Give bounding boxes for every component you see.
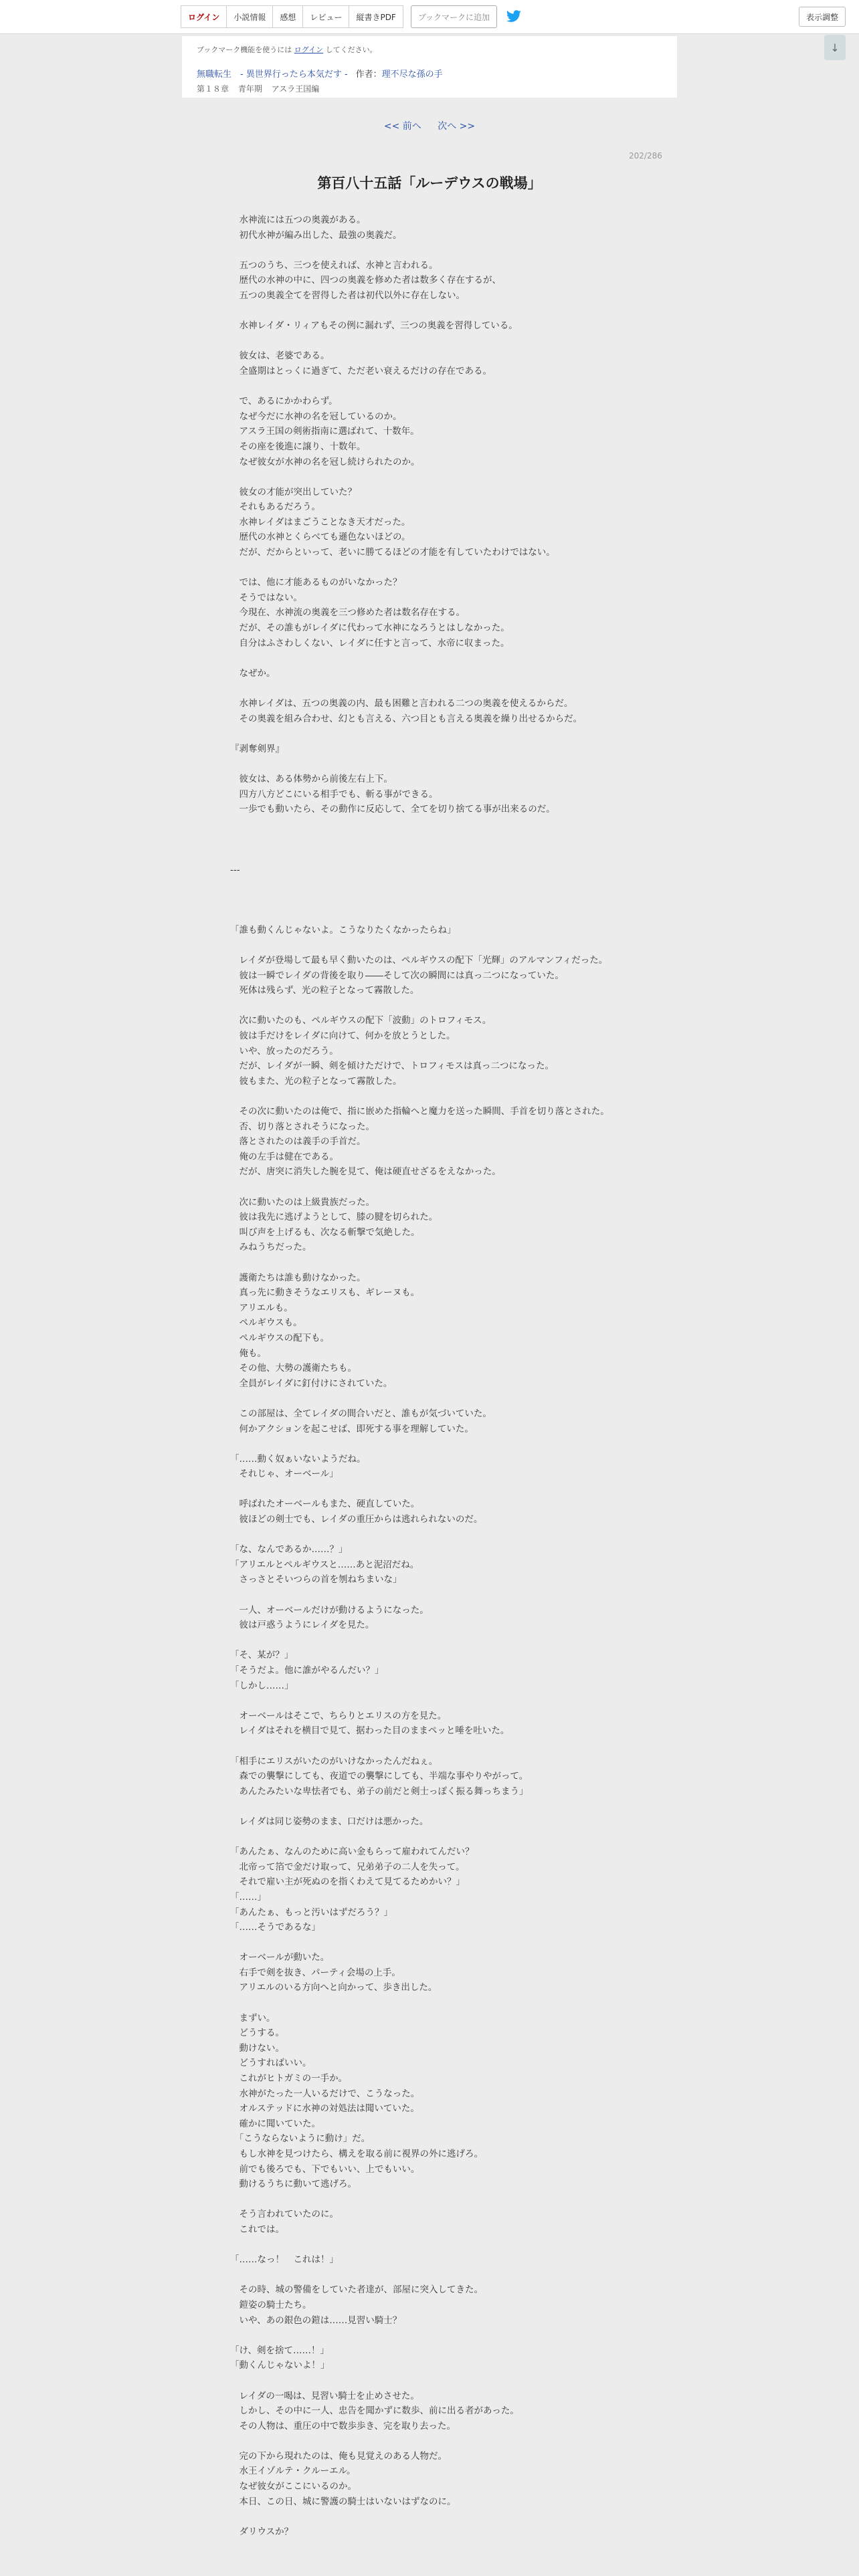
novel-line xyxy=(230,1089,632,1104)
novel-line xyxy=(230,847,632,863)
novel-line: アスラ王国の剣術指南に選ばれて、十数年。 xyxy=(230,426,419,437)
novel-line xyxy=(230,243,632,258)
novel-line: 歴代の水神の中に、四つの奥義を修めた者は数多く存在するが、 xyxy=(230,275,501,286)
novel-line: 歴代の水神とくらべても遜色ないほどの。 xyxy=(230,532,411,543)
novel-line xyxy=(230,681,632,696)
novel-line xyxy=(230,1693,632,1709)
novel-line: 水神レイダはまごうことなき天才だった。 xyxy=(230,516,411,528)
novel-line: 「そ、某が？」 xyxy=(230,1650,294,1661)
episode-title: 第百八十五話「ルーデウスの戦場」 xyxy=(317,175,542,191)
novel-line: 鎧姿の騎士たち。 xyxy=(230,2299,312,2311)
novel-line: 四方八方どこにいる相手でも、斬る事ができる。 xyxy=(230,788,438,800)
novel-line: ダリウスか？ xyxy=(230,2526,294,2537)
novel-line: アリエルも。 xyxy=(230,1302,293,1313)
novel-line: 完の下から現れたのは、俺も見覚えのある人物だ。 xyxy=(230,2450,447,2462)
novel-line: 全盛期はとっくに過ぎて、ただ老い衰えるだけの存在である。 xyxy=(230,365,492,377)
novel-line: では、他に才能あるものがいなかった？ xyxy=(230,577,402,588)
author-link[interactable]: 理不尽な孫の手 xyxy=(381,70,443,80)
chapter-line xyxy=(197,83,326,94)
notice-text-end: してください。 xyxy=(323,45,377,54)
novel-line xyxy=(230,1527,632,1543)
novel-line: レイダの一喝は、見習い騎士を止めさせた。 xyxy=(230,2390,419,2401)
novel-line: レイダはそれを横目で見て、据わった目のままペッと唾を吐いた。 xyxy=(230,1725,510,1737)
work-line xyxy=(197,67,443,80)
novel-line xyxy=(230,938,632,954)
novel-line: 彼は我先に逃げようとして、膝の腱を切られた。 xyxy=(230,1212,438,1223)
novel-line xyxy=(230,1482,632,1497)
novel-line: 次に動いたのも、ペルギウスの配下「波動」のトロフィモス。 xyxy=(230,1015,492,1027)
notice-login-link[interactable]: ログイン xyxy=(294,45,324,54)
novel-line: 彼は戸惑うようにレイダを見た。 xyxy=(230,1620,375,1631)
novel-line: 叫び声を上げるも、次なる斬撃で気絶した。 xyxy=(230,1226,420,1238)
novel-line xyxy=(230,1799,632,1814)
novel-line xyxy=(230,907,632,923)
prev-episode-link[interactable]: << 前へ xyxy=(383,121,421,132)
novel-line: 死体は残らず、光の粒子となって霧散した。 xyxy=(230,985,419,996)
novel-line xyxy=(230,304,632,319)
novel-line: 彼は手だけをレイダに向けて、何かを放とうとした。 xyxy=(230,1031,456,1042)
novel-line: 「誰も動くんじゃないよ。こうなりたくなかったらね」 xyxy=(230,924,456,936)
novel-line: 水神レイダは、五つの奥義の内、最も困難と言われる二つの奥義を使えるからだ。 xyxy=(230,698,573,709)
novel-line: だが、その誰もがレイダに代わって水神になろうとはしなかった。 xyxy=(230,623,510,634)
novel-line xyxy=(230,2192,632,2208)
novel-line: 彼女は、老婆である。 xyxy=(230,350,330,362)
novel-line: 水神流には五つの奥義がある。 xyxy=(230,215,366,225)
novel-line: 動けない。 xyxy=(230,2042,284,2054)
novel-body xyxy=(230,213,632,2539)
novel-line: オーベールはそこで、ちらりとエリスの方を見た。 xyxy=(230,1710,447,1721)
novel-line: なぜ彼女がここにいるのか。 xyxy=(230,2481,357,2492)
novel-line: 初代水神が編み出した、最強の奥義だ。 xyxy=(230,229,402,241)
novel-line xyxy=(230,817,632,833)
novel-line: 自分はふさわしくない、レイダに任すと言って、水帝に収まった。 xyxy=(230,637,510,649)
novel-line: 護衛たちは誰も動けなかった。 xyxy=(230,1272,366,1283)
novel-line: --- xyxy=(230,864,240,875)
novel-line: レイダは同じ姿勢のまま、口だけは悪かった。 xyxy=(230,1816,429,1827)
novel-line xyxy=(230,998,632,1014)
novel-line: それもあるだろう。 xyxy=(230,502,320,513)
novel-line: 彼もまた、光の粒子となって霧散した。 xyxy=(230,1075,402,1087)
twitter-bird-icon[interactable] xyxy=(506,10,522,23)
novel-line: どうする。 xyxy=(230,2028,284,2039)
novel-line xyxy=(230,2434,632,2449)
novel-line: 「……なっ！ これは！」 xyxy=(230,2254,339,2266)
novel-line xyxy=(230,334,632,349)
notice-text: ブックマーク機能を使うには xyxy=(197,45,294,54)
novel-line: もし水神を見つけたら、構えを取る前に視界の外に逃げろ。 xyxy=(230,2149,483,2159)
vertical-pdf-link[interactable]: 縦書きPDF xyxy=(349,5,403,28)
novel-line xyxy=(230,832,632,847)
novel-line: そう言われていたのに。 xyxy=(230,2209,339,2220)
novel-line xyxy=(230,2328,632,2343)
novel-line: 「こうならないように動け」だ。 xyxy=(230,2133,371,2145)
novel-line xyxy=(230,877,632,893)
next-episode-link[interactable]: 次へ >> xyxy=(438,121,476,132)
novel-line: アリエルのいる方向へと向かって、歩き出した。 xyxy=(230,1982,438,1994)
novel-line: いや、放ったのだろう。 xyxy=(230,1045,339,1057)
novel-line: 「……そうであるな」 xyxy=(230,1922,320,1933)
novel-line: 「相手にエリスがいたのがいけなかったんだねぇ。 xyxy=(230,1755,438,1767)
novel-line: この部屋は、全てレイダの間合いだと、誰もが気づいていた。 xyxy=(230,1408,492,1419)
chapter-label: 第１８章 xyxy=(197,84,229,94)
novel-line xyxy=(230,1588,632,1603)
novel-line xyxy=(230,1830,632,1845)
novel-line: これでは。 xyxy=(230,2224,284,2235)
novel-line xyxy=(230,756,632,772)
novel-line: その時、城の警備をしていた者達が、部屋に突入してきた。 xyxy=(230,2284,483,2296)
work-title-link[interactable]: 無職転生 - 異世界行ったら本気だす - xyxy=(197,70,348,80)
novel-line: 「あんたぁ、なんのために高い金もらって雇われてんだい？ xyxy=(230,1846,474,1858)
novel-line: 否、切り落とされそうになった。 xyxy=(230,1121,375,1132)
novel-line: それで雇い主が死ぬのを指くわえて見てるためかい？」 xyxy=(230,1876,465,1888)
novel-line: しかし、その中に一人、忠告を聞かずに数歩、前に出る者があった。 xyxy=(230,2405,519,2417)
novel-line: どうすればいい。 xyxy=(230,2058,312,2069)
novel-line: いや、あの銀色の鎧は……見習い騎士？ xyxy=(230,2315,402,2326)
novel-line: 今現在、水神流の奥義を三つ修めた者は数名存在する。 xyxy=(230,607,465,619)
novel-line: 森での襲撃にしても、夜道での襲撃にしても、半端な事やりやがって。 xyxy=(230,1771,529,1782)
novel-line: 水王イゾルテ・クルーエル。 xyxy=(230,2466,356,2477)
novel-line: 「あんたぁ、もっと汚いはずだろう？」 xyxy=(230,1907,393,1918)
novel-line: 「け、剣を捨て……！」 xyxy=(230,2345,329,2356)
novel-line: 五つの奥義全てを習得した者は初代以外に存在しない。 xyxy=(230,290,465,301)
impressions-link[interactable]: 感想 xyxy=(272,5,303,28)
novel-line: 何かアクションを起こせば、即死する事を理解していた。 xyxy=(230,1423,474,1434)
novel-line xyxy=(230,1255,632,1271)
novel-line: 「……」 xyxy=(230,1891,266,1903)
novel-line: 本日、この日、城に警護の騎士はいないはずなのに。 xyxy=(230,2496,456,2507)
novel-line xyxy=(230,1180,632,1195)
novel-line: 真っ先に動きそうなエリスも、ギレーヌも。 xyxy=(230,1287,420,1299)
novel-line xyxy=(230,2373,632,2389)
novel-line xyxy=(230,1436,632,1452)
novel-line: その次に動いたのは俺で、指に嵌めた指輪へと魔力を送った瞬間、手首を切り落とされた。 xyxy=(230,1106,609,1117)
novel-line: その人物は、重圧の中で数歩歩き、完を取り去った。 xyxy=(230,2420,456,2432)
novel-line: 「……動く奴ぁいないようだね。 xyxy=(230,1453,366,1465)
novel-line xyxy=(230,726,632,742)
novel-line: それじゃ、オーベール」 xyxy=(230,1469,339,1480)
author-label: 作者： xyxy=(355,70,382,80)
top-navigation-bar xyxy=(0,0,859,34)
novel-line: レイダが登場して最も早く動いたのは、ペルギウスの配下「光輝」のアルマンフィだった。 xyxy=(230,955,608,966)
novel-line: 俺の左手は健在である。 xyxy=(230,1151,339,1162)
episode-pager xyxy=(0,119,859,132)
novel-line xyxy=(230,469,632,485)
novel-line: ペルギウスも。 xyxy=(230,1317,302,1329)
novel-line: 右手で剣を抜き、パーティ会場の上手。 xyxy=(230,1967,401,1978)
novel-info-box xyxy=(182,36,677,98)
scroll-down-button[interactable]: ↓ xyxy=(824,35,846,60)
novel-line: 彼女は、ある体勢から前後左右上下。 xyxy=(230,773,393,784)
add-bookmark-button[interactable]: ブックマークに追加 xyxy=(411,5,497,28)
novel-line: そうではない。 xyxy=(230,592,302,603)
novel-line xyxy=(230,2509,632,2525)
novel-line: なぜ彼女が水神の名を冠し続けられたのか。 xyxy=(230,456,420,467)
novel-line xyxy=(230,1391,632,1406)
arc-label: アスラ王国編 xyxy=(271,84,320,94)
novel-line: 「アリエルとペルギウスと……あと泥沼だね。 xyxy=(230,1559,419,1570)
novel-line: 北帝って箔で金だけ取って、兄弟弟子の二人を失って。 xyxy=(230,1861,465,1872)
novel-line: その奥義を組み合わせ、幻とも言える、六つ目とも言える奥義を繰り出せるからだ。 xyxy=(230,713,583,724)
novel-line: だが、だからといって、老いに勝てるほどの才能を有していたわけではない。 xyxy=(230,547,555,558)
novel-line: 一歩でも動いたら、その動作に反応して、全てを切り捨てる事が出来るのだ。 xyxy=(230,804,555,815)
novel-line: 『剥奪剣界』 xyxy=(230,743,284,754)
novel-line: オーベールが動いた。 xyxy=(230,1952,330,1963)
novel-line: 動けるうちに動いて逃げろ。 xyxy=(230,2179,357,2190)
novel-line: 彼女の才能が突出していた？ xyxy=(230,486,357,498)
novel-line xyxy=(230,1633,632,1648)
display-settings-button[interactable]: 表示調整 xyxy=(799,7,846,27)
novel-line: オルステッドに水神の対処法は聞いていた。 xyxy=(230,2103,419,2115)
novel-line: なぜ今だに水神の名を冠しているのか。 xyxy=(230,411,402,422)
novel-line: で、あるにかかわらず。 xyxy=(230,396,338,407)
novel-line: その他、大勢の護衛たちも。 xyxy=(230,1363,357,1374)
novel-line: だが、レイダが一瞬、剣を傾けただけで、トロフィモスは真っ二つになった。 xyxy=(230,1061,554,1072)
novel-line: その座を後進に譲り、十数年。 xyxy=(230,441,366,452)
novel-line: なぜか。 xyxy=(230,667,276,679)
novel-line xyxy=(230,1996,632,2011)
part-label: 青年期 xyxy=(237,84,262,94)
novel-line: 彼ほどの剣士でも、レイダの重圧からは逃れられないのだ。 xyxy=(230,1514,483,1525)
novel-line: これがヒトガミの一手か。 xyxy=(230,2073,348,2084)
novel-line xyxy=(230,1739,632,1754)
novel-line: 五つのうち、三つを使えれば、水神と言われる。 xyxy=(230,259,438,271)
novel-line: 前でも後ろでも、下でもいい、上でもいい。 xyxy=(230,2163,420,2175)
main-nav xyxy=(181,5,522,28)
novel-line: みねうちだった。 xyxy=(230,1242,312,1253)
novel-line: 全員がレイダに釘付けにされていた。 xyxy=(230,1378,393,1389)
novel-line: まずい。 xyxy=(230,2012,276,2024)
novel-line xyxy=(230,2268,632,2283)
novel-line xyxy=(230,651,632,666)
novel-line: 彼は一瞬でレイダの背後を取り――そして次の瞬間には真っ二つになっていた。 xyxy=(230,970,564,981)
novel-line: 一人、オーベールだけが動けるようになった。 xyxy=(230,1604,429,1616)
novel-line: だが、唐突に消失した腕を見て、俺は硬直せざるをえなかった。 xyxy=(230,1166,501,1178)
novel-line: 「な、なんであるか……？」 xyxy=(230,1544,348,1555)
novel-line: 「しかし……」 xyxy=(230,1680,294,1691)
novel-line: 落とされたのは義手の手首だ。 xyxy=(230,1136,366,1148)
episode-counter: 202/286 xyxy=(629,151,662,160)
novel-line: あんたみたいな卑怯者でも、弟子の前だと剣士っぽく振る舞っちまう」 xyxy=(230,1786,529,1797)
novel-line xyxy=(230,2238,632,2253)
novel-line xyxy=(230,560,632,576)
novel-line: 「そうだよ。他に誰がやるんだい？」 xyxy=(230,1665,384,1676)
novel-line: 「動くんじゃないよ！」 xyxy=(230,2360,330,2371)
novel-line xyxy=(230,893,632,908)
novel-line: 水神レイダ・リィアもその例に漏れず、三つの奥義を習得している。 xyxy=(230,320,518,332)
novel-line: さっさとそいつらの首を刎ねちまいな」 xyxy=(230,1574,402,1586)
novel-line: 次に動いたのは上級貴族だった。 xyxy=(230,1196,375,1208)
novel-line: ペルギウスの配下も。 xyxy=(230,1332,330,1344)
novel-line: 確かに聞いていた。 xyxy=(230,2118,320,2129)
novel-line: 俺も。 xyxy=(230,1348,266,1359)
bookmark-login-notice xyxy=(197,44,377,55)
novel-line xyxy=(230,379,632,395)
novel-line: 呼ばれたオーベールもまた、硬直していた。 xyxy=(230,1499,420,1510)
novel-line xyxy=(230,1935,632,1951)
novel-line: 水神がたった一人いるだけで、こうなった。 xyxy=(230,2088,420,2099)
review-link[interactable]: レビュー xyxy=(302,5,349,28)
login-link[interactable]: ログイン xyxy=(181,5,227,28)
novel-info-link[interactable]: 小説情報 xyxy=(226,5,273,28)
